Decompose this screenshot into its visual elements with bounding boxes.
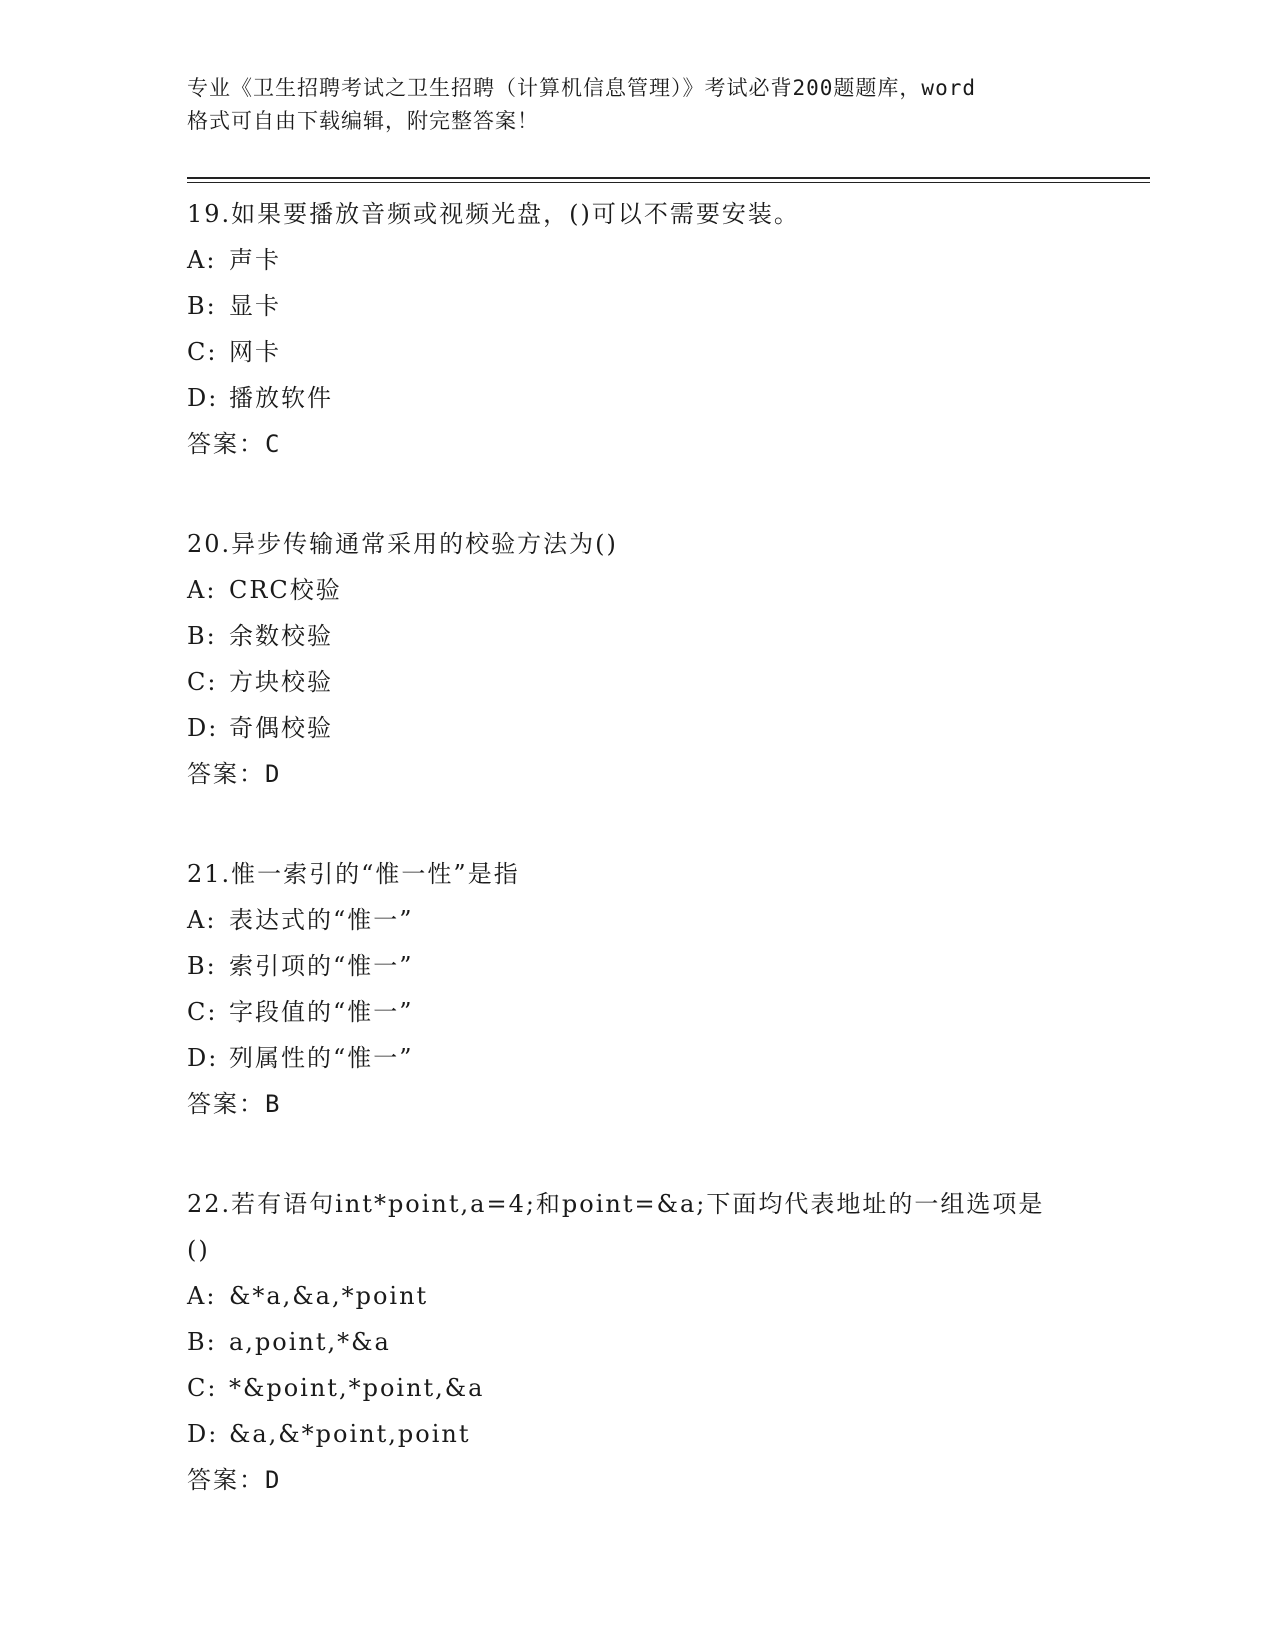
option-text: 表达式的“惟一” bbox=[229, 906, 414, 934]
option-letter: A: bbox=[187, 246, 217, 274]
header-divider-thick bbox=[187, 177, 1150, 179]
question-22 bbox=[187, 1181, 1087, 1503]
option-d bbox=[187, 1035, 1087, 1081]
header-line-1: 专业《卫生招聘考试之卫生招聘（计算机信息管理）》考试必背200题题库，word bbox=[187, 76, 976, 100]
option-a bbox=[187, 567, 1087, 613]
option-text: 索引项的“惟一” bbox=[229, 952, 414, 980]
option-text: 方块校验 bbox=[229, 668, 333, 696]
option-text: a,point,*&a bbox=[229, 1328, 391, 1356]
option-b bbox=[187, 1319, 1087, 1365]
answer-line: 答案：C bbox=[187, 430, 282, 458]
option-text: 奇偶校验 bbox=[229, 714, 333, 742]
option-text: 余数校验 bbox=[229, 622, 333, 650]
option-text: CRC校验 bbox=[229, 576, 342, 604]
option-letter: D: bbox=[187, 714, 219, 742]
option-letter: C: bbox=[187, 338, 218, 366]
question-21 bbox=[187, 851, 1087, 1127]
question-20 bbox=[187, 521, 1087, 797]
option-letter: A: bbox=[187, 906, 217, 934]
option-a bbox=[187, 237, 1087, 283]
option-c bbox=[187, 989, 1087, 1035]
option-a bbox=[187, 897, 1087, 943]
question-stem: 20.异步传输通常采用的校验方法为() bbox=[187, 530, 618, 558]
question-list bbox=[187, 191, 1087, 1557]
question-stem: 21.惟一索引的“惟一性”是指 bbox=[187, 860, 520, 888]
answer-line: 答案：B bbox=[187, 1090, 282, 1118]
answer-line: 答案：D bbox=[187, 760, 282, 788]
option-c bbox=[187, 659, 1087, 705]
option-b bbox=[187, 943, 1087, 989]
option-letter: C: bbox=[187, 998, 218, 1026]
option-c bbox=[187, 329, 1087, 375]
option-letter: B: bbox=[187, 1328, 217, 1356]
question-stem: 22.若有语句int*point,a=4;和point=&a;下面均代表地址的一组选项是() bbox=[187, 1190, 1045, 1264]
option-b bbox=[187, 613, 1087, 659]
question-19 bbox=[187, 191, 1087, 467]
option-text: 网卡 bbox=[229, 338, 281, 366]
option-text: 播放软件 bbox=[229, 384, 333, 412]
option-letter: B: bbox=[187, 292, 217, 320]
option-text: 字段值的“惟一” bbox=[229, 998, 414, 1026]
option-letter: C: bbox=[187, 668, 218, 696]
option-text: &a,&*point,point bbox=[229, 1420, 471, 1448]
option-text: *&point,*point,&a bbox=[229, 1374, 485, 1402]
option-letter: A: bbox=[187, 576, 217, 604]
option-letter: D: bbox=[187, 1044, 219, 1072]
option-text: &*a,&a,*point bbox=[229, 1282, 429, 1310]
option-letter: B: bbox=[187, 952, 217, 980]
option-text: 声卡 bbox=[229, 246, 281, 274]
option-d bbox=[187, 705, 1087, 751]
option-d bbox=[187, 375, 1087, 421]
header-line-2: 格式可自由下载编辑，附完整答案！ bbox=[187, 109, 539, 133]
option-b bbox=[187, 283, 1087, 329]
document-header bbox=[187, 72, 1087, 138]
question-stem: 19.如果要播放音频或视频光盘，()可以不需要安装。 bbox=[187, 200, 800, 228]
option-text: 列属性的“惟一” bbox=[229, 1044, 414, 1072]
option-text: 显卡 bbox=[229, 292, 281, 320]
option-d bbox=[187, 1411, 1087, 1457]
option-letter: A: bbox=[187, 1282, 217, 1310]
answer-line: 答案：D bbox=[187, 1466, 282, 1494]
option-letter: C: bbox=[187, 1374, 218, 1402]
option-letter: B: bbox=[187, 622, 217, 650]
option-letter: D: bbox=[187, 384, 219, 412]
option-a bbox=[187, 1273, 1087, 1319]
option-c bbox=[187, 1365, 1087, 1411]
option-letter: D: bbox=[187, 1420, 219, 1448]
header-divider-thin bbox=[187, 182, 1150, 183]
